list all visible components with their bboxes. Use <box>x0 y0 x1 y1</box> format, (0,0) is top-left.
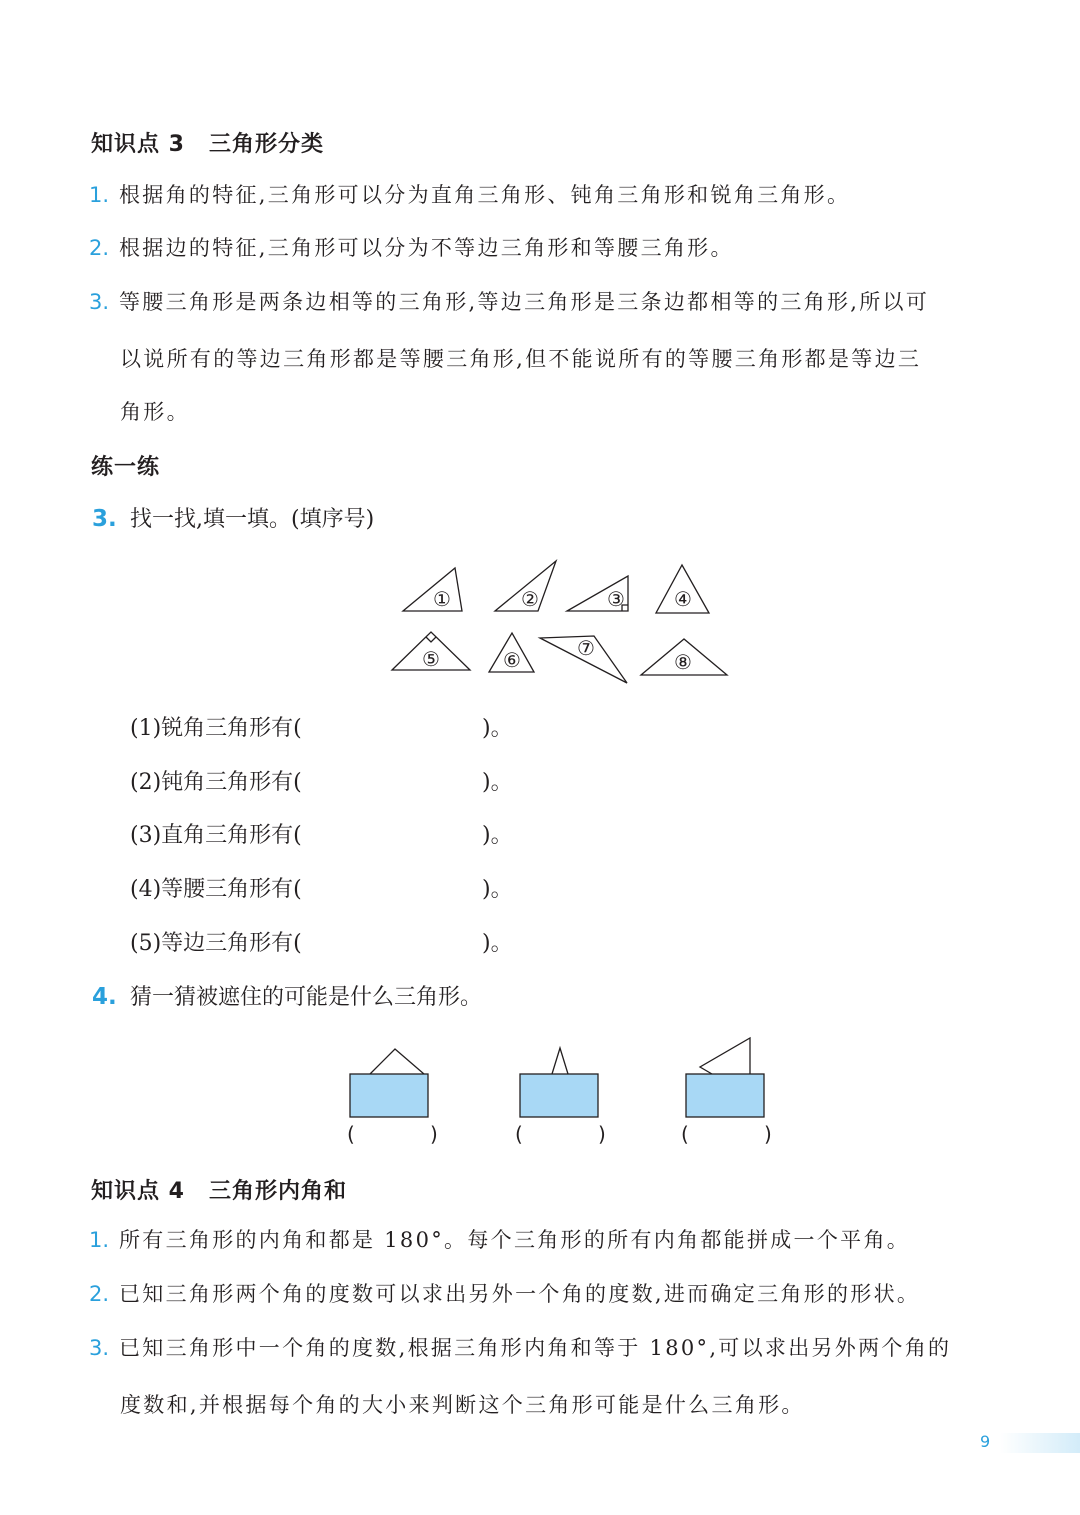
q3-blank-label: (4)等腰三角形有( <box>130 877 302 902</box>
triangle-5-right-angle-mark <box>426 637 436 642</box>
section-3-name: 三角形分类 <box>208 132 324 157</box>
q4-answer-2-open: ( <box>515 1122 523 1146</box>
q3-blank-4 <box>130 872 513 903</box>
question-text: 猜一猜被遮住的可能是什么三角形。 <box>130 985 483 1010</box>
q3-blank-2 <box>130 765 513 796</box>
q3-blank-label: (5)等边三角形有( <box>130 931 302 956</box>
q3-blank-close: )。 <box>482 931 513 956</box>
q4-answer-1-close: ) <box>430 1122 438 1146</box>
section-3-title <box>91 127 324 158</box>
item-number: 1. <box>89 183 110 207</box>
section-4-item-3-line-2: 度数和,并根据每个角的大小来判断这个三角形可能是什么三角形。 <box>120 1393 805 1417</box>
triangle-label-3: ③ <box>607 587 625 611</box>
covered-triangles-figure <box>340 1030 780 1125</box>
item-number: 3. <box>89 290 110 314</box>
question-text: 找一找,填一填。(填序号) <box>130 507 375 532</box>
triangle-label-4: ④ <box>674 587 692 611</box>
section-3-item-3-line-2: 以说所有的等边三角形都是等腰三角形,但不能说所有的等腰三角形都是等边三 <box>120 347 922 371</box>
item-text: 已知三角形两个角的度数可以求出另外一个角的度数,进而确定三角形的形状。 <box>119 1282 921 1306</box>
q3-blank-close: )。 <box>482 770 513 795</box>
section-4-prefix: 知识点 4 <box>91 1179 185 1204</box>
q4-answer-2-close: ) <box>598 1122 606 1146</box>
triangle-label-8: ⑧ <box>674 650 692 674</box>
triangle-label-2: ② <box>521 587 539 611</box>
question-3 <box>92 502 374 533</box>
q3-blank-close: )。 <box>482 877 513 902</box>
covered-triangle-2-top <box>552 1048 568 1074</box>
q4-answer-1-open: ( <box>347 1122 355 1146</box>
section-4-name: 三角形内角和 <box>208 1179 347 1204</box>
q4-answer-3-open: ( <box>681 1122 689 1146</box>
q3-blank-close: )。 <box>482 716 513 741</box>
cover-box-1 <box>350 1074 428 1117</box>
covered-triangle-1-top <box>370 1049 424 1074</box>
item-number: 1. <box>89 1228 110 1252</box>
q3-blank-label: (3)直角三角形有( <box>130 823 302 848</box>
q4-answer-3-close: ) <box>764 1122 772 1146</box>
page-number-bar <box>1000 1433 1080 1453</box>
section-4-item-1 <box>89 1213 910 1267</box>
cover-box-2 <box>520 1074 598 1117</box>
triangle-label-1: ① <box>433 587 451 611</box>
section-4-item-2 <box>89 1267 920 1321</box>
item-text: 等腰三角形是两条边相等的三角形,等边三角形是三条边都相等的三角形,所以可 <box>119 290 930 314</box>
page-number: 9 <box>980 1432 991 1451</box>
question-number: 3. <box>92 506 117 532</box>
section-3-prefix: 知识点 3 <box>91 132 185 157</box>
section-3-item-1 <box>89 168 850 222</box>
practice-title: 练一练 <box>91 455 161 480</box>
q3-blank-3 <box>130 818 513 849</box>
q3-blank-1 <box>130 711 513 742</box>
question-4 <box>92 980 482 1011</box>
section-3-item-3-line-3: 角形。 <box>120 400 190 424</box>
q3-blank-close: )。 <box>482 823 513 848</box>
item-number: 3. <box>89 1336 110 1360</box>
section-3-item-3 <box>89 275 929 329</box>
section-3-item-2 <box>89 221 734 275</box>
item-number: 2. <box>89 236 110 260</box>
triangle-label-7: ⑦ <box>577 636 595 660</box>
triangles-figure <box>385 555 735 690</box>
triangle-label-6: ⑥ <box>503 648 521 672</box>
triangle-label-5: ⑤ <box>422 647 440 671</box>
item-text: 根据边的特征,三角形可以分为不等边三角形和等腰三角形。 <box>119 236 734 260</box>
item-text: 所有三角形的内角和都是 180°。每个三角形的所有内角都能拼成一个平角。 <box>119 1228 911 1252</box>
covered-triangle-3-top <box>700 1038 750 1074</box>
cover-box-3 <box>686 1074 764 1117</box>
section-4-item-3 <box>89 1321 951 1375</box>
q3-blank-label: (2)钝角三角形有( <box>130 770 302 795</box>
question-number: 4. <box>92 984 117 1010</box>
q3-blank-5 <box>130 926 513 957</box>
item-text: 已知三角形中一个角的度数,根据三角形内角和等于 180°,可以求出另外两个角的 <box>119 1336 952 1360</box>
q3-blank-label: (1)锐角三角形有( <box>130 716 302 741</box>
section-4-title <box>91 1174 347 1205</box>
item-number: 2. <box>89 1282 110 1306</box>
item-text: 根据角的特征,三角形可以分为直角三角形、钝角三角形和锐角三角形。 <box>119 183 851 207</box>
